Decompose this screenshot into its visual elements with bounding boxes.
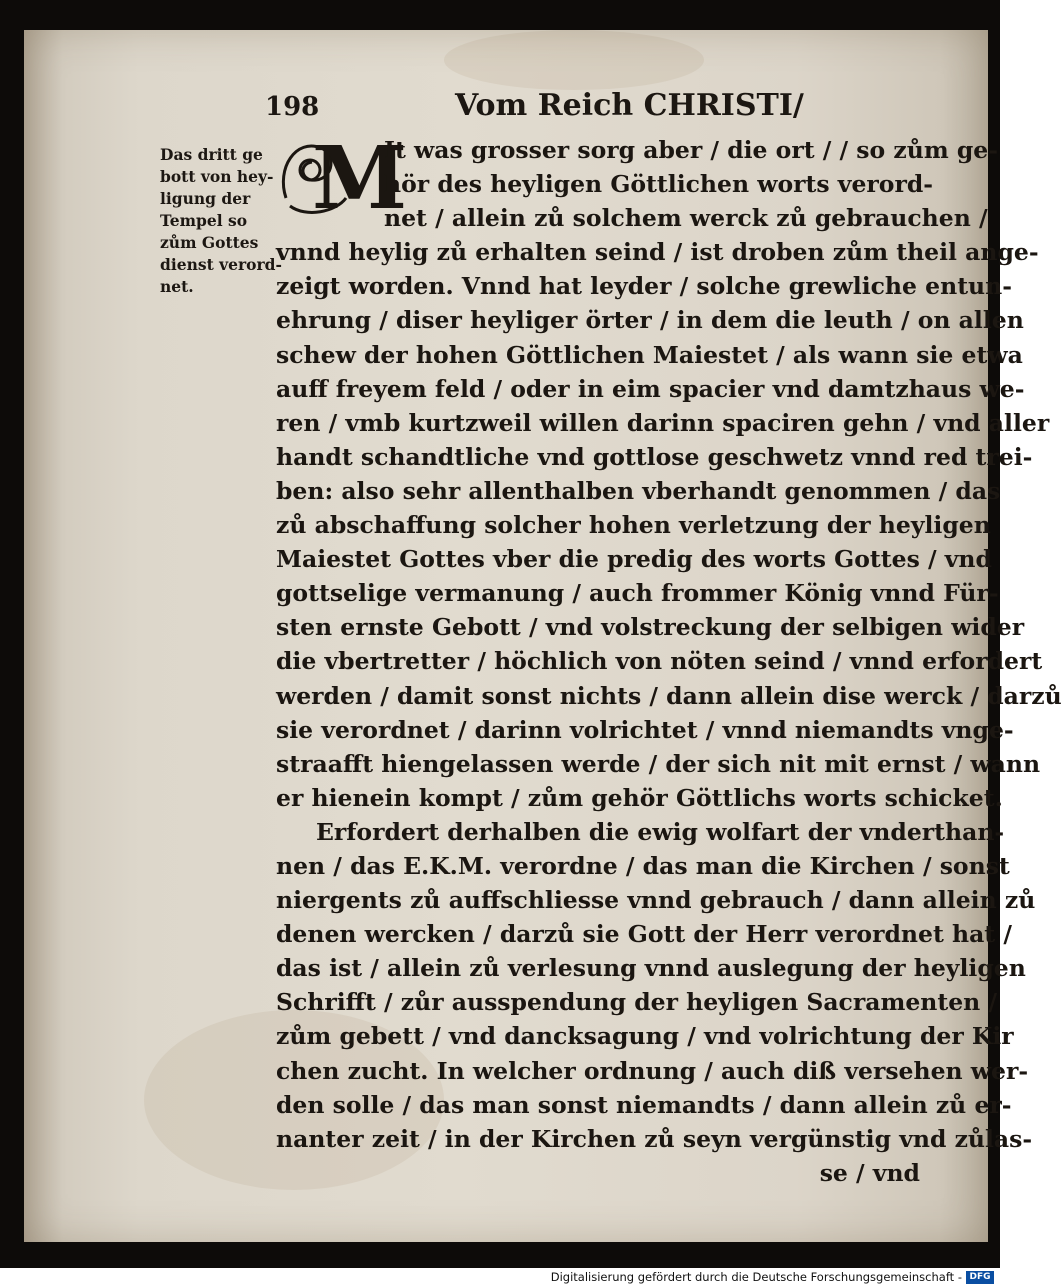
text-line: sie verordnet / darinn volrichtet / vnnd niemandts vnge- bbox=[276, 715, 1014, 744]
text-line: nanter zeit / in der Kirchen zů seyn vergünstig vnd zůlas- bbox=[276, 1124, 1033, 1153]
text-line: Maiestet Gottes vber die predig des worts Gottes / vnd bbox=[276, 545, 992, 574]
text-line: niergents zů auffschliesse vnnd gebrauch / dann allein zů bbox=[276, 886, 1036, 915]
running-title: Vom Reich CHRISTI/ bbox=[455, 88, 804, 123]
svg-text:M: M bbox=[312, 128, 408, 229]
body-text bbox=[276, 133, 1062, 1190]
text-line: vnnd heylig zů erhalten seind / ist droben zům theil ange- bbox=[276, 238, 1039, 267]
footer-bar bbox=[0, 1268, 1000, 1287]
page-number: 198 bbox=[265, 92, 320, 122]
text-line: zeigt worden. Vnnd hat leyder / solche grewliche entun- bbox=[276, 272, 1012, 301]
text-line: It was grosser sorg aber / die ort / / so zům ge- bbox=[384, 136, 999, 164]
digitization-credit: Digitalisierung gefördert durch die Deutsche Forschungsgemeinschaft - bbox=[550, 1270, 962, 1284]
text-line: ren / vmb kurtzweil willen darinn spaciren gehn / vnd aller bbox=[276, 408, 1050, 437]
text-line: werden / damit sonst nichts / dann allein dise werck / darzů bbox=[276, 681, 1062, 710]
text-line: schew der hohen Göttlichen Maiestet / als wann sie etwa bbox=[276, 340, 1023, 369]
text-line: denen wercken / darzů sie Gott der Herr verordnet hat / bbox=[276, 920, 1012, 949]
paper-stain bbox=[444, 30, 704, 90]
text-line: se / vnd bbox=[819, 1158, 920, 1187]
text-line: zům gebett / vnd dancksagung / vnd volrichtung der Kir bbox=[276, 1022, 1014, 1051]
marginal-note bbox=[160, 144, 282, 298]
marginal-note-line: Tempel so bbox=[160, 211, 248, 230]
marginal-note-line: zům Gottes bbox=[160, 233, 259, 252]
text-line: er hienein kompt / zům gehör Göttlichs worts schicket. bbox=[276, 783, 1003, 812]
text-line: das ist / allein zů verlesung vnnd auslegung der heyligen bbox=[276, 954, 1026, 983]
dfg-logo: DFG bbox=[966, 1271, 994, 1284]
text-line: Schrifft / zůr ausspendung der heyligen Sacramenten / bbox=[276, 988, 998, 1017]
text-line: gottselige vermanung / auch frommer König vnnd Für- bbox=[276, 579, 999, 608]
text-line: zů abschaffung solcher hohen verletzung der heyligen bbox=[276, 511, 991, 540]
text-line: hör des heyligen Göttlichen worts verord- bbox=[384, 170, 934, 199]
text-line: die vbertretter / höchlich von nöten seind / vnnd erfordert bbox=[276, 647, 1043, 676]
text-line: ben: also sehr allenthalben vberhandt genommen / das bbox=[276, 476, 1001, 505]
marginal-note-line: Das dritt ge bbox=[160, 145, 263, 164]
text-line: den solle / das man sonst niemandts / dann allein zů er- bbox=[276, 1090, 1012, 1119]
text-line: chen zucht. In welcher ordnung / auch diß versehen wer- bbox=[276, 1056, 1029, 1085]
text-line: straafft hiengelassen werde / der sich nit mit ernst / wann bbox=[276, 749, 1041, 778]
text-line: nen / das E.K.M. verordne / das man die Kirchen / sonst bbox=[276, 851, 1010, 880]
marginal-note-line: bott von hey- bbox=[160, 167, 274, 186]
marginal-note-line: net. bbox=[160, 277, 194, 296]
marginal-note-line: dienst verord- bbox=[160, 255, 282, 274]
text-line: Erfordert derhalben die ewig wolfart der vnderthan- bbox=[316, 817, 1005, 846]
text-line: sten ernste Gebott / vnd volstreckung der selbigen wider bbox=[276, 613, 1025, 642]
text-line: handt schandtliche vnd gottlose geschwetz vnnd red trei- bbox=[276, 442, 1033, 471]
text-line: auff freyem feld / oder in eim spacier vnd damtzhaus we- bbox=[276, 374, 1025, 403]
text-line: ehrung / diser heyliger örter / in dem die leuth / on allen bbox=[276, 306, 1024, 335]
marginal-note-line: ligung der bbox=[160, 189, 251, 208]
text-line: net / allein zů solchem werck zů gebrauchen / bbox=[384, 204, 988, 233]
